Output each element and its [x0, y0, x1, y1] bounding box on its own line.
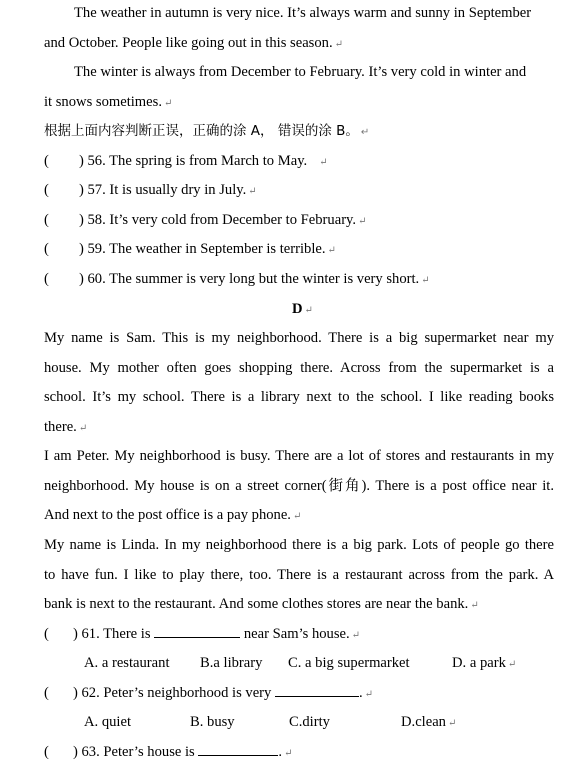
question-57 [0, 180, 583, 210]
question-text: ) 60. The summer is very long but the winter is very short. [79, 271, 420, 287]
question-text: near Sam’s house. [243, 626, 350, 642]
passage-line [0, 417, 583, 447]
paragraph-mark-icon: ↵ [351, 630, 361, 641]
answer-blank[interactable] [198, 742, 278, 756]
paragraph-mark-icon: ↵ [358, 216, 367, 227]
passage-line [0, 446, 583, 476]
paragraph-mark-icon: ↵ [78, 423, 88, 434]
paragraph-mark-icon: ↵ [364, 689, 374, 700]
question-text: ) 58. It’s very cold from December to February. [79, 212, 357, 228]
paragraph-mark-icon: ↵ [163, 98, 173, 109]
passage-text: it snows sometimes. [44, 94, 162, 110]
answer-bracket[interactable]: ( [44, 626, 49, 642]
passage-text: to have fun. I like to play there, too. There is a restaurant across from the park. A [44, 567, 554, 583]
question-text: ) 56. The spring is from March to May. [79, 153, 308, 169]
question-text: ) 63. Peter’s house is [73, 744, 195, 760]
question-text: ) 62. Peter’s neighborhood is very [73, 685, 272, 701]
passage-line [0, 92, 583, 122]
question-text: ) 61. There is [73, 626, 151, 642]
passage-text: And next to the post office is a pay phone. [44, 507, 291, 523]
paragraph-mark-icon: ↵ [421, 275, 430, 286]
section-heading-line [0, 299, 583, 329]
passage-text: and October. People like going out in this season. [44, 35, 333, 51]
paragraph-mark-icon: ↵ [304, 305, 313, 316]
paragraph-mark-icon: ↵ [319, 157, 328, 168]
answer-bracket[interactable]: ( [44, 153, 49, 169]
question-text: ) 59. The weather in September is terrible. [79, 241, 326, 257]
option-a[interactable]: A. quiet [84, 714, 132, 730]
paragraph-mark-icon: ↵ [327, 245, 336, 256]
paragraph-mark-icon: ↵ [248, 186, 257, 197]
passage-text: I am Peter. My neighborhood is busy. There are a lot of stores and restaurants in my [44, 448, 554, 464]
answer-bracket[interactable]: ( [44, 182, 49, 198]
answer-blank[interactable] [275, 683, 359, 697]
answer-bracket[interactable]: ( [44, 241, 49, 257]
passage-line [0, 3, 583, 33]
passage-text: school. It’s my school. There is a library next to the school. I like reading books [44, 389, 554, 405]
instruction-line [0, 121, 583, 151]
option-c[interactable]: C. a big supermarket [288, 655, 410, 671]
paragraph-mark-icon: ↵ [470, 600, 479, 611]
answer-bracket[interactable]: ( [44, 212, 49, 228]
passage-line [0, 594, 583, 624]
options-62 [0, 712, 583, 742]
option-b[interactable]: B.a library [200, 655, 263, 671]
question-62 [0, 683, 583, 713]
passage-line [0, 565, 583, 595]
passage-text: neighborhood. My house is on a street corner(街角). There is a post office near it. [44, 478, 554, 494]
passage-text: The winter is always from December to February. It’s very cold in winter and [74, 64, 527, 80]
option-c[interactable]: C.dirty [289, 714, 330, 730]
passage-line [0, 62, 583, 92]
instruction-text: 根据上面内容判断正误，正确的涂 A， 错误的涂 B。 [44, 123, 359, 139]
passage-text: there. [44, 419, 77, 435]
passage-text: bank is next to the restaurant. And some clothes stores are near the bank. [44, 596, 469, 612]
paragraph-mark-icon: ↵ [292, 511, 302, 522]
paragraph-mark-icon: ↵ [284, 748, 293, 759]
answer-blank[interactable] [154, 624, 240, 638]
passage-line [0, 328, 583, 358]
option-a[interactable]: A. a restaurant [84, 655, 170, 671]
options-61 [0, 653, 583, 683]
passage-text: My name is Sam. This is my neighborhood. There is a big supermarket near my [44, 330, 554, 346]
question-text: ) 57. It is usually dry in July. [79, 182, 247, 198]
passage-line [0, 476, 583, 506]
passage-text: My name is Linda. In my neighborhood there is a big park. Lots of people go there [44, 537, 554, 553]
passage-line [0, 33, 583, 63]
option-d[interactable]: D.clean [401, 714, 446, 730]
answer-bracket[interactable]: ( [44, 271, 49, 287]
section-heading: D [292, 301, 303, 317]
question-59 [0, 239, 583, 269]
question-60 [0, 269, 583, 299]
question-61 [0, 624, 583, 654]
answer-bracket[interactable]: ( [44, 685, 49, 701]
question-56 [0, 151, 583, 181]
question-63 [0, 742, 583, 772]
paragraph-mark-icon: ↵ [507, 659, 517, 670]
option-d[interactable]: D. a park [452, 655, 506, 671]
passage-line [0, 505, 583, 535]
passage-line [0, 358, 583, 388]
paragraph-mark-icon: ↵ [334, 39, 343, 50]
question-58 [0, 210, 583, 240]
option-b[interactable]: B. busy [190, 714, 235, 730]
passage-line [0, 387, 583, 417]
passage-text: The weather in autumn is very nice. It’s always warm and sunny in September [74, 5, 532, 21]
answer-bracket[interactable]: ( [44, 744, 49, 760]
question-text: . [278, 744, 283, 760]
paragraph-mark-icon: ↵ [447, 718, 457, 729]
passage-line [0, 535, 583, 565]
question-text: . [359, 685, 363, 701]
passage-text: house. My mother often goes shopping there. Across from the supermarket is a [44, 360, 554, 376]
paragraph-mark-icon: ↵ [360, 127, 370, 138]
